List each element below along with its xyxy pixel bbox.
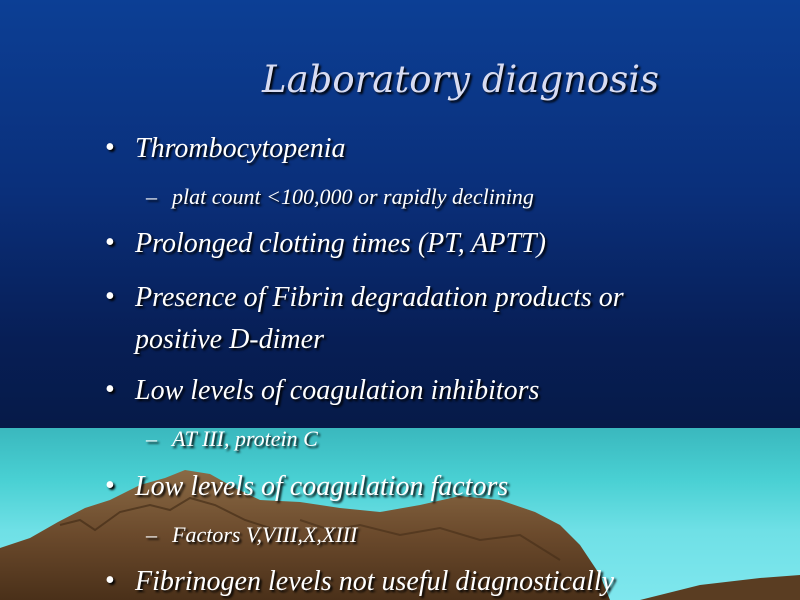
sub-bullet-plat-count <box>146 184 534 210</box>
dash-icon: – <box>146 426 157 451</box>
bullet-dot-icon: • <box>105 281 115 312</box>
bullet-text: Low levels of coagulation factors <box>135 471 509 502</box>
bullet-text: Thrombocytopenia <box>135 133 346 164</box>
dash-icon: – <box>146 522 157 547</box>
bullet-coagulation-factors <box>105 470 509 503</box>
bullet-fibrinogen <box>105 565 615 598</box>
bullet-dot-icon: • <box>105 132 115 163</box>
bullet-text: Prolonged clotting times (PT, APTT) <box>135 228 546 259</box>
bullet-dot-icon: • <box>105 565 115 596</box>
bullet-text: Low levels of coagulation inhibitors <box>135 375 540 406</box>
bullet-dot-icon: • <box>105 374 115 405</box>
bullet-thrombocytopenia <box>105 132 346 165</box>
bullet-text: Fibrinogen levels not useful diagnostically <box>135 566 615 597</box>
sub-bullet-text: AT III, protein C <box>172 426 318 451</box>
bullet-dot-icon: • <box>105 227 115 258</box>
bullet-text: Presence of Fibrin degradation products or <box>135 282 624 313</box>
bullet-fibrin-degradation-continued <box>135 324 324 356</box>
sub-bullet-text: Factors V,VIII,X,XIII <box>172 522 358 547</box>
sub-bullet-text: plat count <100,000 or rapidly declining <box>172 184 534 209</box>
dash-icon: – <box>146 184 157 209</box>
bullet-text: positive D-dimer <box>135 324 324 355</box>
sub-bullet-factors <box>146 522 358 548</box>
bullet-prolonged-clotting <box>105 227 546 260</box>
slide-title: Laboratory diagnosis <box>262 58 660 101</box>
bullet-dot-icon: • <box>105 470 115 501</box>
bullet-fibrin-degradation <box>105 281 624 314</box>
sub-bullet-at-iii <box>146 426 318 452</box>
bullet-coagulation-inhibitors <box>105 374 540 407</box>
